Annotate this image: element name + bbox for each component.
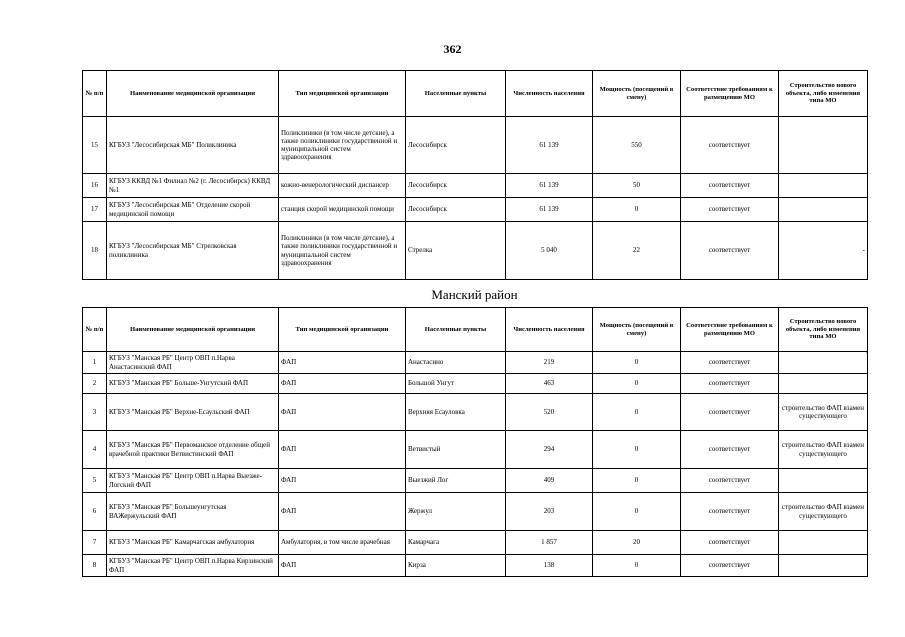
header-compliance: Соответствие требованиям к размещению МО	[681, 308, 779, 352]
cell-construction	[779, 531, 868, 555]
cell-org-type: ФАП	[279, 352, 406, 374]
cell-org-type: Поликлиники (в том числе детские), а также поликлиники государственной и муниципальной систем здравоохранения	[279, 222, 406, 280]
cell-num: 1	[83, 352, 107, 374]
cell-org-name: КГБУЗ "Манская РБ" Камарчагская амбулатория	[107, 531, 279, 555]
cell-org-type: станция скорой медицинской помощи	[279, 198, 406, 222]
cell-population: 5 040	[506, 222, 593, 280]
header-construction: Строительство нового объекта, либо изменения типа МО	[779, 308, 868, 352]
table-row	[83, 531, 868, 555]
cell-capacity: 0	[593, 394, 681, 431]
page-number: 362	[443, 42, 462, 56]
cell-org-type: ФАП	[279, 394, 406, 431]
cell-construction: строительство ФАП взамен существующего	[779, 394, 868, 431]
table-row	[83, 174, 868, 198]
cell-population: 61 139	[506, 174, 593, 198]
cell-construction	[779, 198, 868, 222]
cell-compliance: соответствует	[681, 394, 779, 431]
cell-org-name: КГБУЗ ККВД №1 Филиал №2 (г. Лесосибирск) ККВД №1	[107, 174, 279, 198]
cell-construction: строительство ФАП взамен существующего	[779, 431, 868, 469]
header-construction: Строительство нового объекта, либо изменения типа МО	[779, 71, 868, 117]
cell-num: 2	[83, 374, 107, 394]
cell-settlement: Выезжий Лог	[406, 469, 506, 493]
header-settlements: Населенные пункты	[406, 308, 506, 352]
cell-construction	[779, 555, 868, 577]
organizations-table-top	[82, 70, 868, 280]
header-capacity: Мощность (посещений в смену)	[593, 71, 681, 117]
cell-num: 18	[83, 222, 107, 280]
cell-compliance: соответствует	[681, 198, 779, 222]
cell-population: 409	[506, 469, 593, 493]
cell-settlement: Кирза	[406, 555, 506, 577]
table-row	[83, 555, 868, 577]
cell-num: 4	[83, 431, 107, 469]
cell-org-name: КГБУЗ "Манская РБ" Центр ОВП п.Нарва Анастасинский ФАП	[107, 352, 279, 374]
cell-org-type: ФАП	[279, 374, 406, 394]
cell-population: 463	[506, 374, 593, 394]
header-compliance: Соответствие требованиям к размещению МО	[681, 71, 779, 117]
cell-compliance: соответствует	[681, 531, 779, 555]
cell-settlement: Жержул	[406, 493, 506, 531]
cell-capacity: 0	[593, 431, 681, 469]
cell-construction	[779, 352, 868, 374]
cell-num: 3	[83, 394, 107, 431]
cell-org-type: Амбулатория, в том числе врачебная	[279, 531, 406, 555]
cell-org-type: Поликлиники (в том числе детские), а также поликлиники государственной и муниципальной систем здравоохранения	[279, 117, 406, 174]
cell-capacity: 0	[593, 198, 681, 222]
cell-num: 15	[83, 117, 107, 174]
cell-num: 16	[83, 174, 107, 198]
cell-capacity: 0	[593, 374, 681, 394]
margin-mark: .	[866, 345, 869, 355]
cell-population: 61 139	[506, 117, 593, 174]
cell-population: 520	[506, 394, 593, 431]
table-row	[83, 117, 868, 174]
table-row	[83, 352, 868, 374]
cell-org-type: ФАП	[279, 469, 406, 493]
cell-org-name: КГБУЗ "Манская РБ" Больше-Унгутский ФАП	[107, 374, 279, 394]
cell-population: 219	[506, 352, 593, 374]
table-row	[83, 493, 868, 531]
cell-settlement: Верхняя Есауловка	[406, 394, 506, 431]
cell-compliance: соответствует	[681, 352, 779, 374]
cell-settlement: Стрелка	[406, 222, 506, 280]
cell-construction	[779, 469, 868, 493]
cell-num: 6	[83, 493, 107, 531]
cell-construction	[779, 374, 868, 394]
table-header-row	[83, 308, 868, 352]
cell-num: 7	[83, 531, 107, 555]
cell-org-type: кожно-венерологический диспансер	[279, 174, 406, 198]
cell-compliance: соответствует	[681, 117, 779, 174]
cell-capacity: 0	[593, 493, 681, 531]
cell-capacity: 20	[593, 531, 681, 555]
table-header-row	[83, 71, 868, 117]
cell-construction: -	[779, 222, 868, 280]
cell-compliance: соответствует	[681, 555, 779, 577]
header-settlements: Населенные пункты	[406, 71, 506, 117]
cell-org-type: ФАП	[279, 555, 406, 577]
cell-settlement: Камарчага	[406, 531, 506, 555]
cell-compliance: соответствует	[681, 493, 779, 531]
header-org-type: Тип медицинской организации	[279, 308, 406, 352]
table-row	[83, 374, 868, 394]
table-row	[83, 222, 868, 280]
cell-settlement: Большой Унгут	[406, 374, 506, 394]
table-row	[83, 431, 868, 469]
cell-org-name: КГБУЗ "Манская РБ" Большеунгутская ВАЖержульский ФАП	[107, 493, 279, 531]
header-org-name: Наименование медицинской организации	[107, 308, 279, 352]
cell-capacity: 0	[593, 555, 681, 577]
section-title: Манский район	[431, 287, 518, 302]
cell-num: 17	[83, 198, 107, 222]
cell-construction	[779, 117, 868, 174]
cell-settlement: Лесосибирск	[406, 174, 506, 198]
cell-construction: строительство ФАП взамен существующего	[779, 493, 868, 531]
cell-num: 8	[83, 555, 107, 577]
cell-settlement: Лесосибирск	[406, 117, 506, 174]
cell-org-name: КГБУЗ "Манская РБ" Центр ОВП п.Нарва Кирзинский ФАП	[107, 555, 279, 577]
cell-compliance: соответствует	[681, 431, 779, 469]
organizations-table-mansky	[82, 307, 868, 577]
header-org-name: Наименование медицинской организации	[107, 71, 279, 117]
cell-org-name: КГБУЗ "Лесосибирская МБ" Поликлиника	[107, 117, 279, 174]
header-population: Численность населения	[506, 308, 593, 352]
cell-org-name: КГБУЗ "Манская РБ" Центр ОВП п.Нарва Выезже-Логский ФАП	[107, 469, 279, 493]
cell-population: 203	[506, 493, 593, 531]
cell-capacity: 0	[593, 352, 681, 374]
cell-org-type: ФАП	[279, 493, 406, 531]
cell-capacity: 550	[593, 117, 681, 174]
cell-population: 138	[506, 555, 593, 577]
cell-org-type: ФАП	[279, 431, 406, 469]
cell-org-name: КГБУЗ "Лесосибирская МБ" Стрелковская поликлиника	[107, 222, 279, 280]
cell-org-name: КГБУЗ "Манская РБ" Верхне-Есаульский ФАП	[107, 394, 279, 431]
cell-capacity: 50	[593, 174, 681, 198]
header-org-type: Тип медицинской организации	[279, 71, 406, 117]
cell-num: 5	[83, 469, 107, 493]
cell-compliance: соответствует	[681, 222, 779, 280]
cell-population: 61 139	[506, 198, 593, 222]
cell-capacity: 0	[593, 469, 681, 493]
cell-settlement: Ветвистый	[406, 431, 506, 469]
cell-settlement: Лесосибирск	[406, 198, 506, 222]
cell-settlement: Анастасино	[406, 352, 506, 374]
cell-org-name: КГБУЗ "Манская РБ" Первоманское отделение общей врачебной практики Ветвистинский ФАП	[107, 431, 279, 469]
cell-construction	[779, 174, 868, 198]
cell-population: 294	[506, 431, 593, 469]
cell-capacity: 22	[593, 222, 681, 280]
table-row	[83, 469, 868, 493]
cell-compliance: соответствует	[681, 469, 779, 493]
table-row	[83, 394, 868, 431]
cell-population: 1 857	[506, 531, 593, 555]
header-capacity: Мощность (посещений в смену)	[593, 308, 681, 352]
cell-compliance: соответствует	[681, 174, 779, 198]
header-num: № п/п	[83, 308, 107, 352]
header-num: № п/п	[83, 71, 107, 117]
table-row	[83, 198, 868, 222]
header-population: Численность населения	[506, 71, 593, 117]
cell-org-name: КГБУЗ "Лесосибирская МБ" Отделение скорой медицинской помощи	[107, 198, 279, 222]
cell-compliance: соответствует	[681, 374, 779, 394]
